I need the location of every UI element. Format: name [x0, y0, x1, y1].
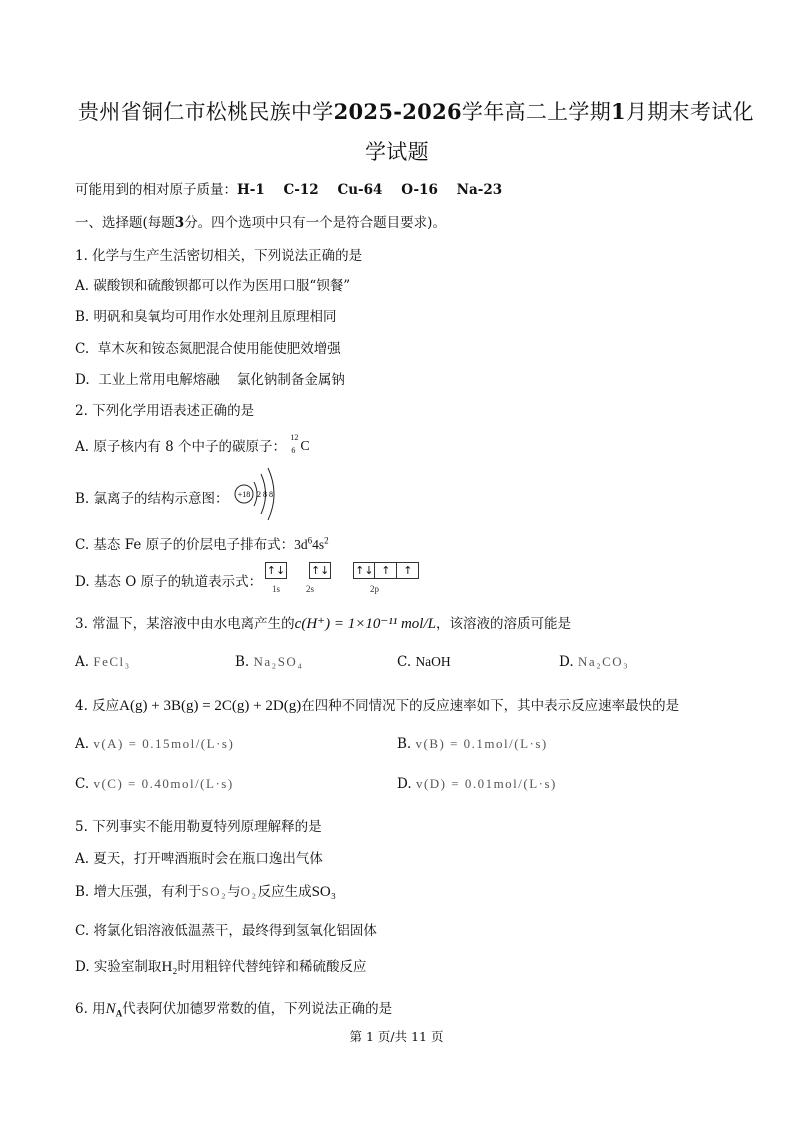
page-title-line1: 贵州省铜仁市松桃民族中学2025-2026学年高二上学期1月期末考试化	[78, 99, 754, 124]
question-1-option-a: A. 碳酸钡和硫酸钡都可以作为医用口服“钡餐”	[75, 278, 351, 294]
orbital-label-2s: 2s	[306, 584, 315, 594]
orbital-2p-2: ↑	[375, 562, 397, 579]
question-4-option-b: B. v(B) = 0.1mol/(L·s)	[397, 736, 548, 752]
question-5-stem: 5. 下列事实不能用勒夏特列原理解释的是	[75, 819, 322, 835]
page-footer: 第 1 页/共 11 页	[349, 1029, 444, 1044]
question-1-option-c: C. 草木灰和铵态氮肥混合使用能使肥效增强	[75, 341, 341, 357]
question-3-option-d: D. Na₂CO₃	[559, 654, 630, 670]
question-1-option-b: B. 明矾和臭氧均可用作水处理剂且原理相同	[75, 309, 337, 325]
question-3-option-b: B. Na₂SO₄	[235, 654, 304, 670]
question-2-option-d: D. 基态 O 原子的轨道表示式：	[75, 574, 263, 590]
question-2-option-b: B. 氯离子的结构示意图：	[75, 491, 229, 507]
orbital-2s: ↑↓	[310, 564, 330, 577]
chloride-ion-structure-diagram	[228, 466, 288, 522]
question-2-option-a: A. 原子核内有 8 个中子的碳原子： 12 6 C	[75, 432, 310, 455]
reaction-equation: A(g) + 3B(g) = 2C(g) + 2D(g)	[119, 698, 302, 714]
question-4-option-a: A. v(A) = 0.15mol/(L·s)	[75, 736, 235, 752]
orbital-label-2p: 2p	[370, 584, 379, 594]
question-5-option-c: C. 将氯化铝溶液低温蒸干，最终得到氢氧化铝固体	[75, 923, 377, 939]
question-1-stem: 1. 化学与生产生活密切相关，下列说法正确的是	[75, 248, 363, 264]
question-3-stem: 3. 常温下，某溶液中由水电离产生的c(H⁺) = 1×10⁻¹¹ mol/L，该溶液的溶质可能是	[75, 616, 571, 632]
oxygen-orbital-diagram	[265, 560, 419, 579]
section-heading: 一、选择题(每题3分。四个选项中只有一个是符合题目要求)。	[75, 215, 446, 231]
question-5-option-b: B. 增大压强，有利于SO₂与O₂反应生成SO₃	[75, 884, 336, 900]
question-6-stem: 6. 用$N_A$代表阿伏加德罗常数的值，下列说法正确的是	[75, 1001, 393, 1019]
question-4-stem: 4. 反应A(g) + 3B(g) = 2C(g) + 2D(g)在四种不同情况下的反应速率如下，其中表示反应速率最快的是	[75, 698, 680, 714]
question-3-option-c: C. NaOH	[397, 654, 451, 670]
orbital-2p-3: ↑	[397, 562, 419, 579]
page-title-line2: 学试题	[365, 140, 429, 164]
question-4-option-d: D. v(D) = 0.01mol/(L·s)	[397, 776, 557, 792]
question-5-option-a: A. 夏天，打开啤酒瓶时会在瓶口逸出气体	[75, 851, 323, 867]
question-3-option-a: A. FeCl₃	[75, 654, 131, 670]
question-2-option-c: C. 基态 Fe 原子的价层电子排布式：$3d^64s^2$	[75, 535, 329, 553]
question-2-stem: 2. 下列化学用语表述正确的是	[75, 403, 255, 419]
nucleus-label: +18	[237, 490, 251, 499]
orbital-2p-1: ↑↓	[355, 564, 374, 577]
formula-c-h: c(H⁺) = 1×10⁻¹¹ mol/L	[294, 616, 436, 632]
shell-electrons-label: 2 8 8	[257, 490, 273, 499]
orbital-label-1s: 1s	[272, 584, 281, 594]
question-5-option-d: D. 实验室制取H₂时用粗锌代替纯锌和稀硫酸反应	[75, 959, 367, 975]
atomic-masses: 可能用到的相对原子质量：H-1 C-12 Cu-64 O-16 Na-23	[75, 182, 503, 198]
orbital-1s: ↑↓	[266, 564, 286, 577]
question-1-option-d: D. 工业上常用电解熔融 氯化钠制备金属钠	[75, 372, 345, 388]
question-4-option-c: C. v(C) = 0.40mol/(L·s)	[75, 776, 234, 792]
